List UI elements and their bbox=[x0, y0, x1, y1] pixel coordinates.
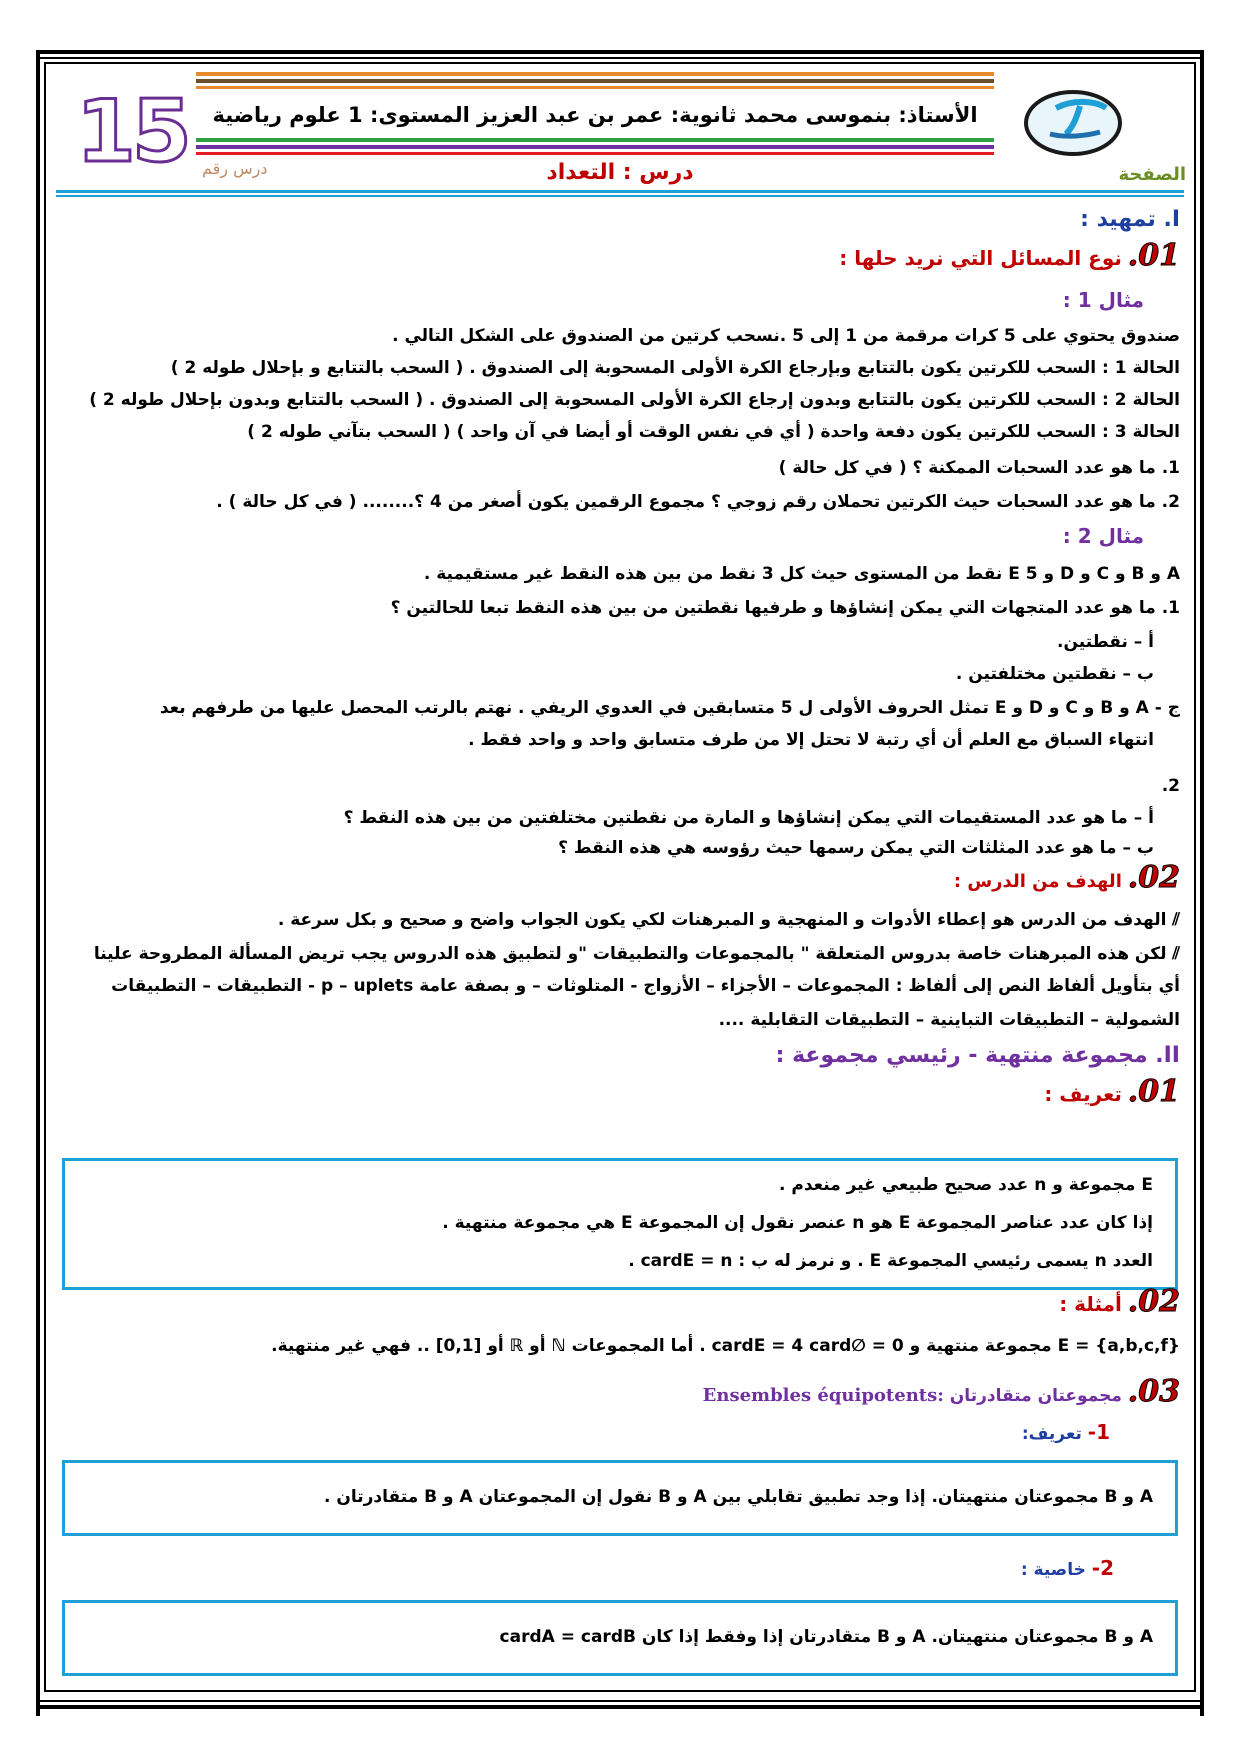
example-1-title: مثال 1 : bbox=[1062, 288, 1144, 312]
header-stripe bbox=[196, 138, 994, 142]
subsection-number: 01. bbox=[1127, 238, 1180, 273]
example-1-question: 2. ما هو عدد السحبات حيث الكرتين تحملان رقم زوجي ؟ مجموع الرقمين يكون أصغر من 4 ؟........ ( في كل حالة ) . bbox=[216, 492, 1180, 512]
examples-line: E = {a,b,c,f} مجموعة منتهية و cardE = 4 card∅ = 0 . أما المجموعات ℕ أو ℝ أو [0,1] .. فهي غير منتهية. bbox=[271, 1336, 1180, 1356]
header-stripe bbox=[196, 86, 994, 89]
subsection-2-heading bbox=[953, 860, 1180, 895]
definition-line: E مجموعة و n عدد صحيح طبيعي غير منعدم . bbox=[779, 1175, 1153, 1195]
example-1-question: 1. ما هو عدد السحبات الممكنة ؟ ( في كل حالة ) bbox=[778, 458, 1180, 478]
example-1-line: الحالة 3 : السحب للكرتين يكون دفعة واحدة ( أي في نفس الوقت أو أيضا في آن واحد ) ( السحب بتآني طوله 2 ) bbox=[247, 422, 1180, 442]
definition-line: إذا كان عدد عناصر المجموعة E هو n عنصر نقول إن المجموعة E هي مجموعة منتهية . bbox=[442, 1213, 1153, 1233]
equipotent-def-heading bbox=[1022, 1420, 1110, 1446]
french-title: Ensembles équipotents: bbox=[702, 1385, 944, 1406]
logo-glyph-icon bbox=[1036, 94, 1118, 144]
lesson-number: 15 bbox=[76, 82, 188, 182]
example-1-line: صندوق يحتوي على 5 كرات مرقمة من 1 إلى 5 .نسحب كرتين من الصندوق على الشكل التالي . bbox=[392, 326, 1180, 346]
header-stripe bbox=[196, 79, 994, 83]
goal-text: لكن هذه المبرهنات خاصة بدروس المتعلقة " بالمجموعات والتطبيقات "و لتطبيق هذه الدروس يجب تريض المسألة المطروحة علينا bbox=[93, 944, 1167, 964]
subsection-1-heading bbox=[839, 238, 1180, 273]
example-2-item: ب – نقطتين مختلفتين . bbox=[955, 664, 1154, 684]
subsection-title: نوع المسائل التي نريد حلها : bbox=[839, 246, 1122, 270]
example-2-item: ج - A و B و C و D و E تمثل الحروف الأولى ل 5 متسابقين في العدوي الريفي . نهتم بالرتب المحصل عليها من طرفهم بعد bbox=[159, 698, 1180, 718]
subsection-number: 03. bbox=[1127, 1374, 1180, 1409]
definition-line: العدد n يسمى رئيسي المجموعة E . و نرمز له ب : cardE = n . bbox=[628, 1251, 1153, 1271]
header-underlines bbox=[56, 190, 1184, 199]
item-title: تعريف: bbox=[1021, 1424, 1082, 1444]
example-2-title: مثال 2 : bbox=[1062, 524, 1144, 548]
subsection-number: 02. bbox=[1127, 1284, 1180, 1319]
item-number: 2- bbox=[1091, 1556, 1114, 1580]
goal-text: الهدف من الدرس هو إعطاء الأدوات و المنهجية و المبرهنات لكي يكون الجواب واضح و صحيح و بكل سرعة . bbox=[277, 910, 1167, 930]
header-stripe bbox=[196, 145, 994, 149]
example-1-line: الحالة 1 : السحب للكرتين يكون بالتتابع وبإرجاع الكرة الأولى المسحوبة إلى الصندوق . ( السحب بالتتابع و بإحلال طوله 2 ) bbox=[170, 358, 1180, 378]
subsection-number: 01. bbox=[1127, 1074, 1180, 1109]
definition-heading bbox=[1044, 1074, 1180, 1109]
example-2-item: ب – ما هو عدد المثلثات التي يمكن رسمها حيث رؤوسه هي هذه النقط ؟ bbox=[558, 838, 1154, 858]
property-line: A و B مجموعتان منتهيتان. A و B متقادرتان إذا وفقط إذا كان cardA = cardB bbox=[499, 1627, 1153, 1647]
subsection-number: 02. bbox=[1127, 860, 1180, 895]
example-2-question: 1. ما هو عدد المتجهات التي يمكن إنشاؤها و طرفيها نقطتين من بين هذه النقط تبعا للحالتين ؟ bbox=[390, 598, 1180, 618]
school-logo bbox=[1024, 90, 1122, 156]
definition-box bbox=[62, 1158, 1178, 1290]
header-stripe bbox=[196, 152, 994, 155]
page-label: الصفحة bbox=[1118, 164, 1186, 185]
example-2-item: أ – ما هو عدد المستقيمات التي يمكن إنشاؤها و المارة من نقطتين مختلفتين من بين هذه النقط ؟ bbox=[343, 808, 1154, 828]
example-1-line: الحالة 2 : السحب للكرتين يكون بالتتابع وبدون إرجاع الكرة الأولى المسحوبة إلى الصندوق . ( السحب بالتتابع وبدون بإحلال طوله 2 ) bbox=[89, 390, 1180, 410]
subsection-title: أمثلة : bbox=[1059, 1292, 1122, 1316]
property-box bbox=[62, 1600, 1178, 1676]
bullet-icon: ⫽ bbox=[1166, 910, 1180, 930]
goal-line: الشمولية – التطبيقات التباينية – التطبيقات التقابلية .... bbox=[718, 1010, 1180, 1030]
example-2-line: A و B و C و D و E 5 نقط من المستوى حيث كل 3 نقط من بين هذه النقط غير مستقيمية . bbox=[423, 564, 1180, 584]
example-2-item: أ – نقطتين. bbox=[1057, 632, 1154, 652]
lesson-title: درس : التعداد bbox=[546, 160, 694, 185]
bullet-icon: ⫽ bbox=[1166, 944, 1180, 964]
item-number: 1- bbox=[1087, 1420, 1110, 1444]
section-1-title: I. تمهيد : bbox=[1080, 207, 1180, 232]
page-header bbox=[46, 64, 1194, 206]
subsection-title: مجموعتان متقادرتان bbox=[949, 1386, 1122, 1406]
section-2-title: II. مجموعة منتهية - رئيسي مجموعة : bbox=[775, 1043, 1180, 1068]
teacher-info: الأستاذ: بنموسى محمد ثانوية: عمر بن عبد العزيز المستوى: 1 علوم رياضية bbox=[212, 103, 978, 127]
equipotent-definition-line: A و B مجموعتان منتهيتان. إذا وجد تطبيق تقابلي بين A و B نقول إن المجموعتان A و B متقادرتان . bbox=[323, 1487, 1153, 1507]
equipotent-definition-box bbox=[62, 1460, 1178, 1536]
header-info bbox=[196, 98, 994, 132]
lesson-number-label: درس رقم bbox=[202, 159, 268, 178]
goal-line: أي بتأويل ألفاظ النص إلى ألفاظ : المجموعات – الأجزاء – الأزواج - المتلوثات – و بصفة عامة p – uplets - التطبيقات – التطبيقات bbox=[111, 976, 1180, 996]
subsection-title: الهدف من الدرس : bbox=[953, 871, 1122, 892]
property-heading bbox=[1021, 1556, 1114, 1582]
goal-line bbox=[94, 942, 1180, 966]
header-stripe bbox=[196, 72, 994, 76]
example-2-question: 2. bbox=[1161, 776, 1180, 796]
example-2-item: انتهاء السباق مع العلم أن أي رتبة لا تحتل إلا من طرف متسابق واحد و واحد فقط . bbox=[468, 730, 1154, 750]
goal-line bbox=[278, 908, 1180, 932]
equipotent-heading bbox=[702, 1374, 1180, 1409]
bottom-border bbox=[36, 1700, 1204, 1709]
examples-heading bbox=[1059, 1284, 1180, 1319]
item-title: خاصية : bbox=[1020, 1560, 1086, 1580]
subsection-title: تعريف : bbox=[1044, 1082, 1122, 1106]
